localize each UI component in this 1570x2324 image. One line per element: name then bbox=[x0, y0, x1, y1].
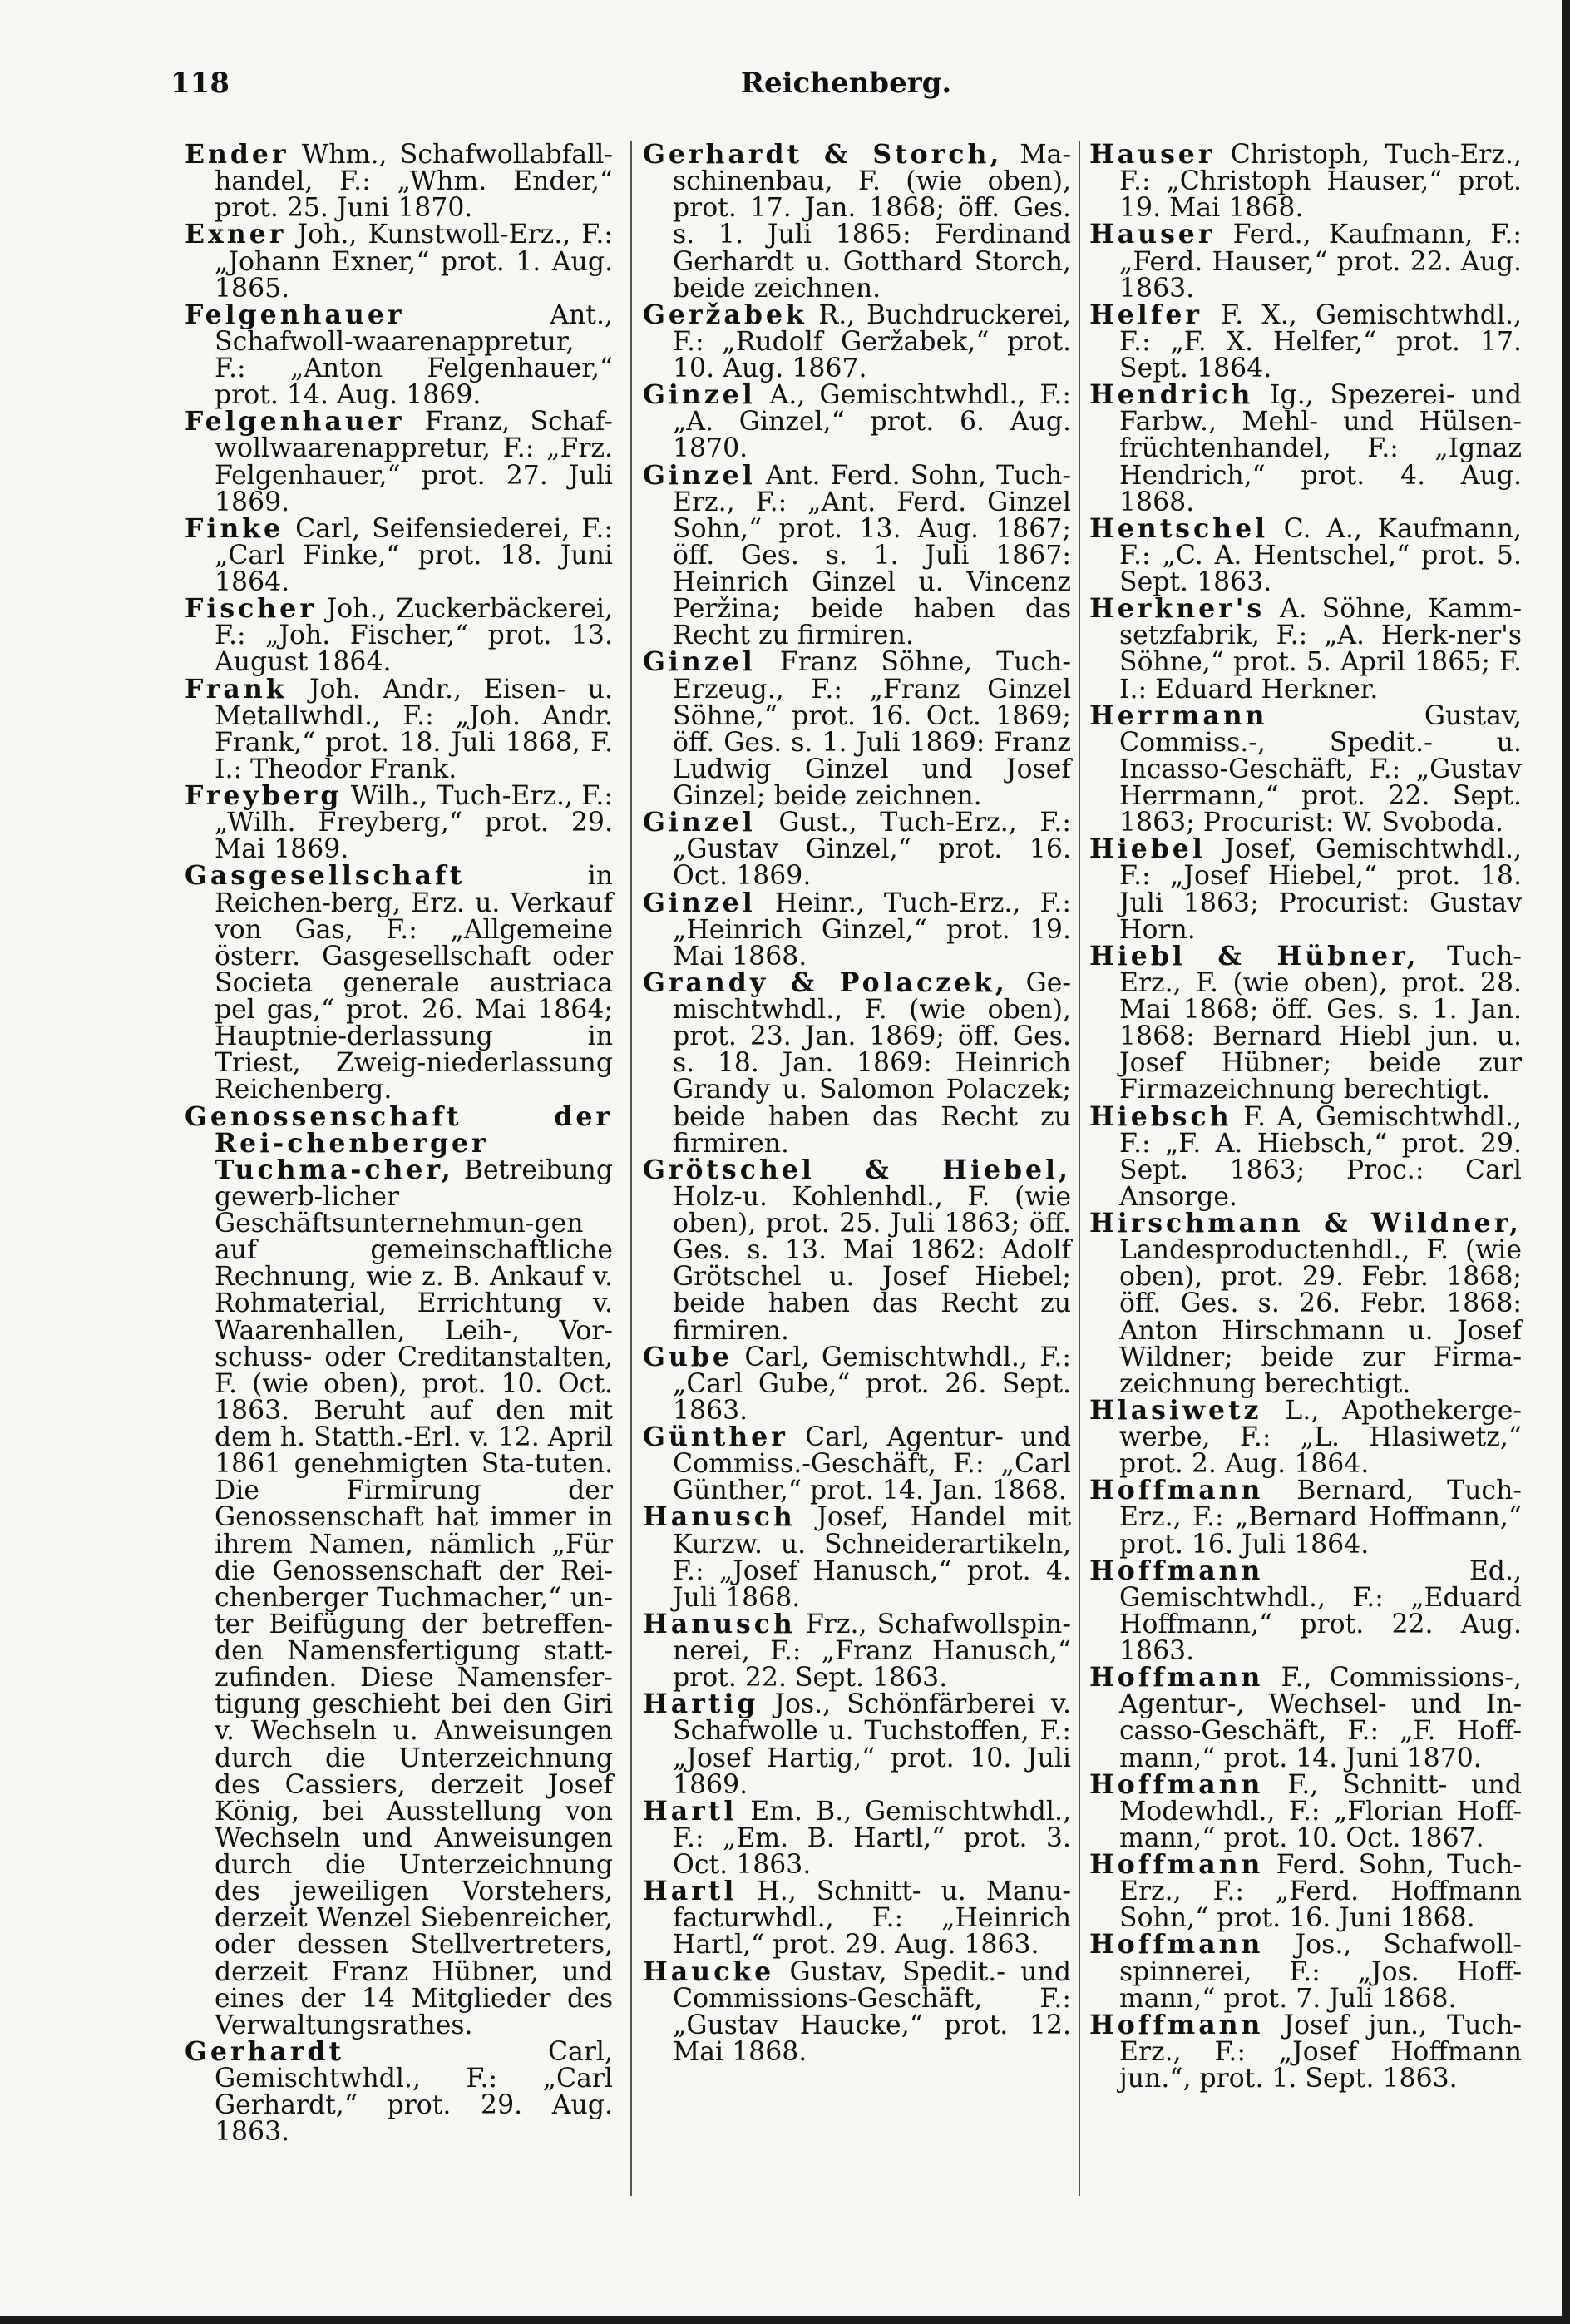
entry-text: Ant., Schafwoll-waarenappretur, F.: „Anton Felgenhauer,“ prot. 14. Aug. 1869. bbox=[215, 299, 613, 411]
column-1 bbox=[185, 139, 614, 2148]
entry-text: Betreibung gewerb-licher Geschäftsunternehmun-gen auf gemeinschaftliche Rechnung, wie z. B. Ankauf v. Rohmaterial, Errichtung v. Waarenhallen, Leih-, Vor-schuss- oder Creditanstalten, F. (wie oben), prot. 10. Oct. 1863. Beruht auf den mit dem h. Statth.-Erl. v. 12. April 1861 genehmigten Sta-tuten. Die Firmirung der Genossenschaft hat immer in ihrem Namen, nämlich „Für die Genossenschaft der Rei-chenberger Tuchmacher,“ un-ter Beifügung der betreffen-den Namensfertigung statt-zufinden. Diese Namensfer-tigung geschieht bei den Giri v. Wechseln u. Anweisungen durch die Unterzeichnung des Cassiers, derzeit Josef König, bei Ausstellung von Wechseln und Anweisungen durch die Unterzeichnung des jeweiligen Vorstehers, derzeit Wenzel Siebenreicher, oder dessen Stellvertreters, derzeit Franz Hübner, und eines der 14 Mitglieder des Verwaltungsrathes. bbox=[215, 1155, 613, 2040]
entry-name: Ginzel bbox=[643, 459, 756, 491]
directory-entry bbox=[1089, 700, 1522, 838]
entry-name: Haucke bbox=[643, 1956, 775, 1987]
directory-entry bbox=[643, 459, 1071, 651]
directory-entry bbox=[1089, 940, 1522, 1105]
entry-text: Joh., Zuckerbäckerei, F.: „Joh. Fischer,“ prot. 13. August 1864. bbox=[215, 594, 613, 678]
entry-text: Franz Söhne, Tuch-Erzeug., F.: „Franz Ginzel Söhne,“ prot. 16. Oct. 1869; öff. Ges. s. 1. Juli 1869: Franz Ludwig Ginzel und Josef Ginzel; beide zeichnen. bbox=[673, 647, 1072, 811]
entry-text: Bernard, Tuch-Erz., F.: „Bernard Hoffmann,“ prot. 16. Juli 1864. bbox=[1119, 1476, 1522, 1560]
directory-entry bbox=[185, 1100, 613, 2040]
entry-name: Felgenhauer bbox=[185, 406, 405, 438]
column-2 bbox=[643, 141, 1071, 2065]
directory-entry bbox=[1089, 593, 1522, 705]
column-divider bbox=[1079, 141, 1080, 2196]
entry-name: Hoffmann bbox=[1089, 1555, 1264, 1586]
directory-entry bbox=[185, 860, 613, 1105]
entry-text: Gustav, Spedit.- und Commissions-Geschäft, F.: „Gustav Haucke,“ prot. 12. Mai 1868. bbox=[673, 1956, 1071, 2067]
entry-text: Franz, Schaf-wollwaarenappretur, F.: „Frz. Felgenhauer,“ prot. 27. Juli 1869. bbox=[215, 407, 614, 517]
entry-name: Hoffmann bbox=[1089, 2009, 1264, 2040]
page-number: 118 bbox=[170, 67, 230, 100]
entry-name: Hartl bbox=[643, 1876, 738, 1907]
entry-name: Hartig bbox=[643, 1689, 759, 1720]
entry-text: L., Apothekerge-werbe, F.: „L. Hlasiwetz,“ prot. 2. Aug. 1864. bbox=[1119, 1395, 1522, 1480]
column-3 bbox=[1089, 141, 1522, 2092]
entry-name: Hendrich bbox=[1089, 379, 1254, 411]
directory-entry bbox=[185, 139, 613, 224]
entry-text: F., Schnitt- und Modewhdl., F.: „Florian Hoff-mann,“ prot. 10. Oct. 1867. bbox=[1119, 1769, 1522, 1853]
entry-text: Jos., Schafwoll-spinnerei, F.: „Jos. Hoff-mann,“ prot. 7. Juli 1868. bbox=[1119, 1930, 1522, 2014]
entry-text: Tuch-Erz., F. (wie oben), prot. 28. Mai 1868; öff. Ges. s. 1. Jan. 1868: Bernard Hiebl jun. u. Josef Hübner; beide zur Firmazeichnung berechtigt. bbox=[1119, 941, 1522, 1105]
directory-entry bbox=[1089, 139, 1522, 224]
directory-entry bbox=[643, 1424, 1071, 1504]
directory-entry bbox=[185, 512, 613, 597]
entry-name: Gerhardt & Storch, bbox=[643, 139, 1003, 170]
entry-name: Hlasiwetz bbox=[1089, 1394, 1262, 1426]
entry-text: in Reichen-berg, Erz. u. Verkauf von Gas, F.: „Allgemeine österr. Gasgesellschaft oder Societa generale austriaca pel gas,“ prot. 26. Mai 1864; Hauptnie-derlassung in Triest, Zweig-niederlassung Reichenberg. bbox=[215, 861, 613, 1105]
entry-text: Holz-u. Kohlenhdl., F. (wie oben), prot. 25. Juli 1863; öff. Ges. s. 13. Mai 1862: Adolf Grötschel u. Josef Hiebel; beide haben das Recht zu firmiren. bbox=[673, 1181, 1071, 1346]
entry-text: F., Commissions-, Agentur-, Wechsel- und In-casso-Geschäft, F.: „F. Hoff-mann,“ prot. 14. Juni 1870. bbox=[1119, 1663, 1522, 1773]
entry-name: Fischer bbox=[185, 593, 317, 625]
entry-text: Gustav, Commiss.-, Spedit.- u. Incasso-Geschäft, F.: „Gustav Herrmann,“ prot. 22. Sept. 1863; Procurist: W. Svoboda. bbox=[1119, 700, 1522, 838]
directory-entry bbox=[1089, 379, 1522, 517]
entry-name: Grötschel & Hiebel, bbox=[643, 1154, 1071, 1185]
entry-name: Gube bbox=[643, 1341, 733, 1372]
directory-entry bbox=[1089, 1394, 1522, 1480]
directory-entry bbox=[643, 1154, 1071, 1346]
entry-name: Hiebel bbox=[1089, 833, 1206, 865]
entry-text: Heinr., Tuch-Erz., F.: „Heinrich Ginzel,“ prot. 19. Mai 1868. bbox=[673, 888, 1072, 972]
entry-name: Gasgesellschaft bbox=[185, 860, 466, 892]
entry-name: Hiebl & Hübner, bbox=[1089, 940, 1419, 972]
entry-name: Hoffmann bbox=[1089, 1768, 1264, 1800]
entry-text: Joh., Kunstwoll-Erz., F.: „Johann Exner,“ prot. 1. Aug. 1865. bbox=[215, 220, 614, 304]
entry-text: Frz., Schafwollspin-nerei, F.: „Franz Hanusch,“ prot. 22. Sept. 1863. bbox=[673, 1609, 1071, 1694]
entry-text: Wilh., Tuch-Erz., F.: „Wilh. Freyberg,“ prot. 29. Mai 1869. bbox=[215, 781, 614, 865]
directory-entry bbox=[185, 408, 613, 516]
entry-text: F. A, Gemischtwhdl., F.: „F. A. Hiebsch,“ prot. 29. Sept. 1863; Proc.: Carl Ansorge. bbox=[1119, 1101, 1522, 1212]
entry-text: Jos., Schönfärberei v. Schafwolle u. Tuchstoffen, F.: „Josef Hartig,“ prot. 10. Juli 1869. bbox=[673, 1689, 1071, 1800]
entry-text: Ferd., Kaufmann, F.: „Ferd. Hauser,“ prot. 22. Aug. 1863. bbox=[1119, 220, 1523, 304]
directory-entry bbox=[1089, 1555, 1522, 1666]
entry-text: Josef jun., Tuch-Erz., F.: „Josef Hoffmann jun.“, prot. 1. Sept. 1863. bbox=[1119, 2010, 1522, 2094]
entry-text: Josef, Handel mit Kurzw. u. Schneiderartikeln, F.: „Josef Hanusch,“ prot. 4. Juli 1868. bbox=[673, 1502, 1072, 1613]
entry-name: Hauser bbox=[1089, 219, 1216, 250]
directory-entry bbox=[1089, 1768, 1522, 1853]
entry-name: Ginzel bbox=[643, 646, 756, 678]
entry-text: Carl, Agentur- und Commiss.-Geschäft, F.: „Carl Günther,“ prot. 14. Jan. 1868. bbox=[673, 1422, 1072, 1506]
entry-text: Ant. Ferd. Sohn, Tuch-Erz., F.: „Ant. Ferd. Ginzel Sohn,“ prot. 13. Aug. 1867; öff. Ges. s. 1. Juli 1867: Heinrich Ginzel u. Vincenz Peržina; beide haben das Recht zu firmiren. bbox=[673, 460, 1071, 651]
entry-text: Carl, Seifensiederei, F.: „Carl Finke,“ prot. 18. Juni 1864. bbox=[215, 513, 613, 597]
entry-text: Josef, Gemischtwhdl., F.: „Josef Hiebel,“ prot. 18. Juli 1863; Procurist: Gustav Horn. bbox=[1119, 834, 1522, 945]
entry-text: F. X., Gemischtwhdl., F.: „F. X. Helfer,“ prot. 17. Sept. 1864. bbox=[1119, 299, 1522, 383]
entry-name: Grandy & Polaczek, bbox=[643, 967, 1008, 998]
entry-text: Ferd. Sohn, Tuch-Erz., F.: „Ferd. Hoffmann Sohn,“ prot. 16. Juni 1868. bbox=[1119, 1850, 1522, 1934]
entry-text: Ge-mischtwhdl., F. (wie oben), prot. 23. Jan. 1869; öff. Ges. s. 18. Jan. 1869: Heinrich Grandy u. Salomon Polaczek; beide haben das Recht zu firmiren. bbox=[673, 967, 1072, 1159]
entry-text: A., Gemischtwhdl., F.: „A. Ginzel,“ prot. 6. Aug. 1870. bbox=[673, 380, 1071, 464]
entry-name: Ginzel bbox=[643, 887, 756, 918]
directory-entry bbox=[643, 379, 1071, 464]
entry-name: Herrmann bbox=[1089, 700, 1268, 731]
entry-name: Ender bbox=[185, 139, 289, 170]
entry-name: Hartl bbox=[643, 1795, 738, 1827]
directory-entry bbox=[185, 593, 613, 678]
entry-name: Freyberg bbox=[185, 780, 343, 811]
directory-entry bbox=[185, 299, 613, 411]
entry-name: Günther bbox=[643, 1422, 788, 1452]
entry-name: Hirschmann & Wildner, bbox=[1089, 1208, 1522, 1239]
directory-entry bbox=[1089, 1210, 1522, 1397]
entry-text: Joh. Andr., Eisen- u. Metallwhdl., F.: „Joh. Andr. Frank,“ prot. 18. Juli 1868, F. I.: Theodor Frank. bbox=[215, 674, 613, 784]
directory-entry bbox=[643, 1608, 1071, 1694]
entry-text: C. A., Kaufmann, F.: „C. A. Hentschel,“ prot. 5. Sept. 1863. bbox=[1119, 513, 1522, 597]
entry-name: Ginzel bbox=[643, 379, 756, 411]
entry-text: Gust., Tuch-Erz., F.: „Gustav Ginzel,“ prot. 16. Oct. 1869. bbox=[673, 808, 1071, 892]
directory-entry bbox=[643, 1876, 1072, 1961]
entry-name: Genossenschaft der Rei-chenberger Tuchma-cher, bbox=[185, 1100, 613, 1185]
entry-name: Frank bbox=[185, 673, 288, 705]
directory-entry bbox=[1089, 1849, 1522, 1934]
page-header bbox=[170, 67, 1522, 116]
directory-entry bbox=[643, 299, 1071, 383]
entry-name: Hoffmann bbox=[1089, 1475, 1264, 1506]
directory-entry bbox=[1089, 833, 1522, 945]
entry-name: Hoffmann bbox=[1089, 1849, 1264, 1880]
directory-entry bbox=[185, 2035, 613, 2148]
entry-text: Christoph, Tuch-Erz., F.: „Christoph Hauser,“ prot. 19. Mai 1868. bbox=[1119, 140, 1522, 224]
directory-entry bbox=[643, 1341, 1071, 1426]
entry-text: Whm., Schafwollabfall-handel, F.: „Whm. Ender,“ prot. 25. Juni 1870. bbox=[215, 140, 613, 224]
entry-name: Felgenhauer bbox=[185, 299, 405, 330]
directory-entry bbox=[185, 780, 614, 865]
directory-entry bbox=[1089, 1664, 1522, 1772]
directory-entry bbox=[1089, 219, 1523, 304]
entry-name: Hanusch bbox=[643, 1501, 796, 1533]
entry-text: Carl, Gemischtwhdl., F.: „Carl Gerhardt,“ prot. 29. Aug. 1863. bbox=[215, 2036, 613, 2148]
directory-entry bbox=[643, 1691, 1071, 1798]
directory-entry bbox=[643, 887, 1072, 972]
directory-entry bbox=[1089, 299, 1522, 383]
entry-text: R., Buchdruckerei, F.: „Rudolf Geržabek,“ prot. 10. Aug. 1867. bbox=[673, 299, 1071, 383]
entry-name: Hauser bbox=[1089, 139, 1216, 170]
entry-text: Ed., Gemischtwhdl., F.: „Eduard Hoffmann,“ prot. 22. Aug. 1863. bbox=[1119, 1555, 1522, 1666]
directory-entry bbox=[1089, 1929, 1522, 2014]
entry-name: Gerhardt bbox=[185, 2035, 345, 2067]
directory-entry bbox=[643, 967, 1072, 1159]
entry-text: Ig., Spezerei- und Farbw., Mehl- und Hülsen-früchtenhandel, F.: „Ignaz Hendrich,“ prot. 4. Aug. 1868. bbox=[1119, 380, 1522, 517]
entry-name: Helfer bbox=[1089, 299, 1202, 330]
directory-entry bbox=[1089, 2009, 1522, 2094]
directory-entry bbox=[643, 141, 1071, 302]
directory-entry bbox=[185, 673, 613, 784]
entry-name: Herkner's bbox=[1089, 593, 1266, 625]
entry-text: H., Schnitt- u. Manu-facturwhdl., F.: „Heinrich Hartl,“ prot. 29. Aug. 1863. bbox=[673, 1877, 1072, 1961]
directory-entry bbox=[1089, 1475, 1522, 1560]
entry-name: Hanusch bbox=[643, 1608, 796, 1639]
entry-name: Hentschel bbox=[1089, 512, 1269, 544]
directory-entry bbox=[643, 807, 1071, 892]
directory-entry bbox=[643, 646, 1072, 811]
directory-entry bbox=[643, 1956, 1071, 2067]
entry-name: Ginzel bbox=[643, 807, 756, 838]
entry-name: Exner bbox=[185, 219, 287, 250]
entry-text: Em. B., Gemischtwhdl., F.: „Em. B. Hartl,“ prot. 3. Oct. 1863. bbox=[673, 1796, 1072, 1880]
entry-name: Hiebsch bbox=[1089, 1100, 1232, 1132]
entry-name: Hoffmann bbox=[1089, 1929, 1264, 1961]
directory-entry bbox=[1089, 512, 1522, 597]
entry-text: Carl, Gemischtwhdl., F.: „Carl Gube,“ prot. 26. Sept. 1863. bbox=[673, 1342, 1071, 1426]
column-divider bbox=[630, 141, 632, 2196]
running-title: Reichenberg. bbox=[740, 67, 952, 100]
entry-name: Finke bbox=[185, 512, 284, 544]
directory-entry bbox=[643, 1795, 1072, 1880]
entry-text: A. Söhne, Kamm-setzfabrik, F.: „A. Herk-ner's Söhne,“ prot. 5. April 1865; F. I.: Eduard Herkner. bbox=[1119, 594, 1522, 705]
directory-entry bbox=[643, 1501, 1072, 1613]
entry-name: Hoffmann bbox=[1089, 1662, 1264, 1694]
directory-entry bbox=[185, 219, 614, 304]
entry-name: Geržabek bbox=[643, 299, 807, 330]
entry-text: Landesproductenhdl., F. (wie oben), prot. 29. Febr. 1868; öff. Ges. s. 26. Febr. 1868: Anton Hirschmann u. Josef Wildner; beide zur Firma-zeichnung berechtigt. bbox=[1119, 1235, 1522, 1399]
directory-entry bbox=[1089, 1100, 1522, 1212]
entry-text: Ma-schinenbau, F. (wie oben), prot. 17. Jan. 1868; öff. Ges. s. 1. Juli 1865: Ferdinand Gerhardt u. Gotthard Storch, beide zeichnen. bbox=[673, 140, 1071, 304]
